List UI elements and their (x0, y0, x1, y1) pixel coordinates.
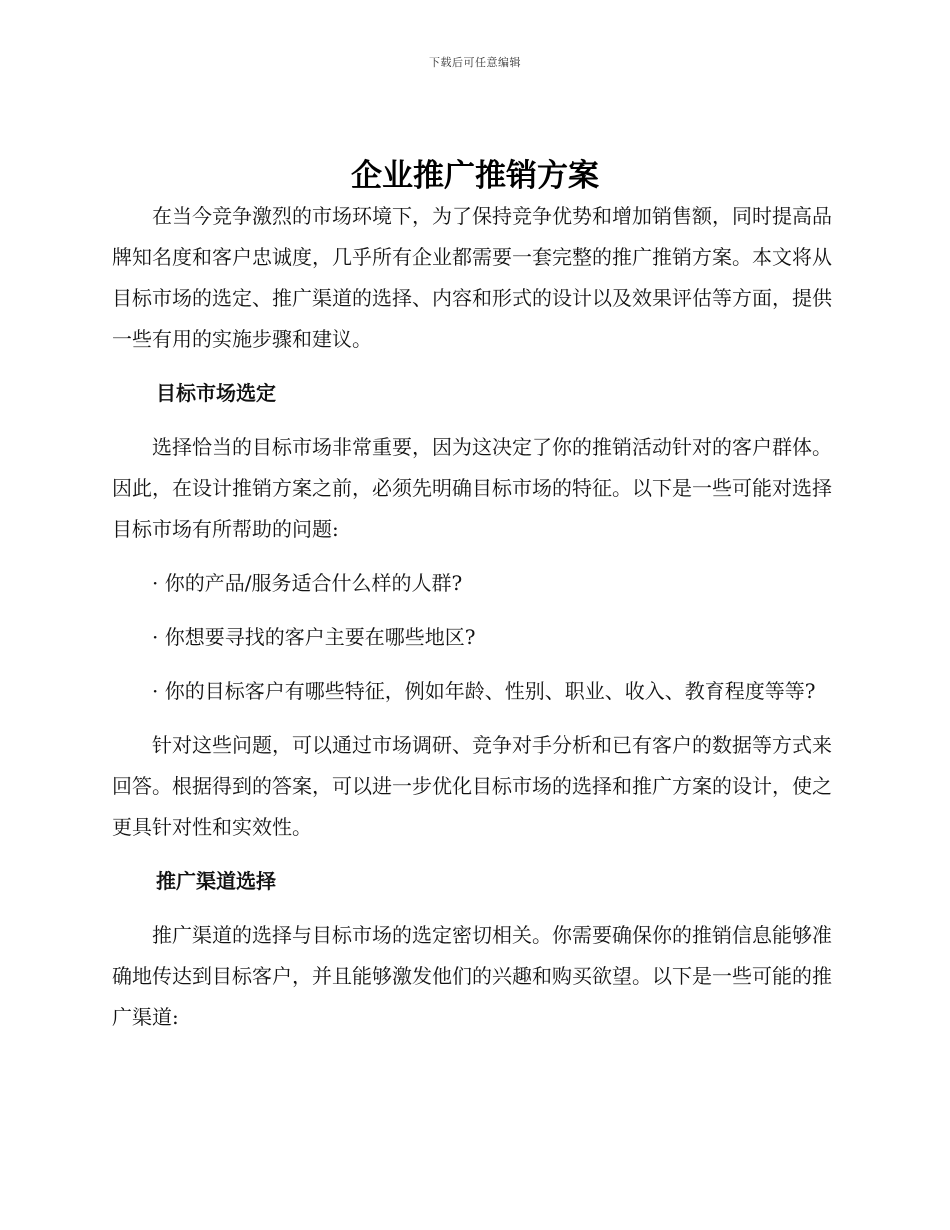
channels-paragraph: 推广渠道的选择与目标市场的选定密切相关。你需要确保你的推销信息能够准确地传达到目标客户，并且能够激发他们的兴趣和购买欲望。以下是一些可能的推广渠道: (112, 923, 832, 1029)
intro-paragraph: 在当今竞争激烈的市场环境下，为了保持竞争优势和增加销售额，同时提高品牌知名度和客户忠诚度，几乎所有企业都需要一套完整的推广推销方案。本文将从目标市场的选定、推广渠道的选择、内容和形式的设计以及效果评估等方面，提供一些有用的实施步骤和建议。 (112, 204, 832, 351)
section-heading-target-market: 目标市场选定 (156, 381, 276, 405)
target-market-paragraph: 选择恰当的目标市场非常重要，因为这决定了你的推销活动针对的客户群体。因此，在设计推销方案之前，必须先明确目标市场的特征。以下是一些可能对选择目标市场有所帮助的问题: (112, 435, 832, 541)
target-market-followup-paragraph: 针对这些问题，可以通过市场调研、竞争对手分析和已有客户的数据等方式来回答。根据得到的答案，可以进一步优化目标市场的选择和推广方案的设计，使之更具针对性和实效性。 (112, 733, 832, 839)
section-heading-channels: 推广渠道选择 (156, 869, 276, 893)
document-title: 企业推广推销方案 (351, 158, 599, 194)
bullet-item: · 你的产品/服务适合什么样的人群? (152, 571, 463, 595)
bullet-item: · 你想要寻找的客户主要在哪些地区? (152, 625, 476, 649)
header-note: 下载后可任意编辑 (429, 56, 521, 69)
bullet-item: · 你的目标客户有哪些特征，例如年龄、性别、职业、收入、教育程度等等? (152, 679, 816, 703)
document-body (112, 196, 832, 1051)
